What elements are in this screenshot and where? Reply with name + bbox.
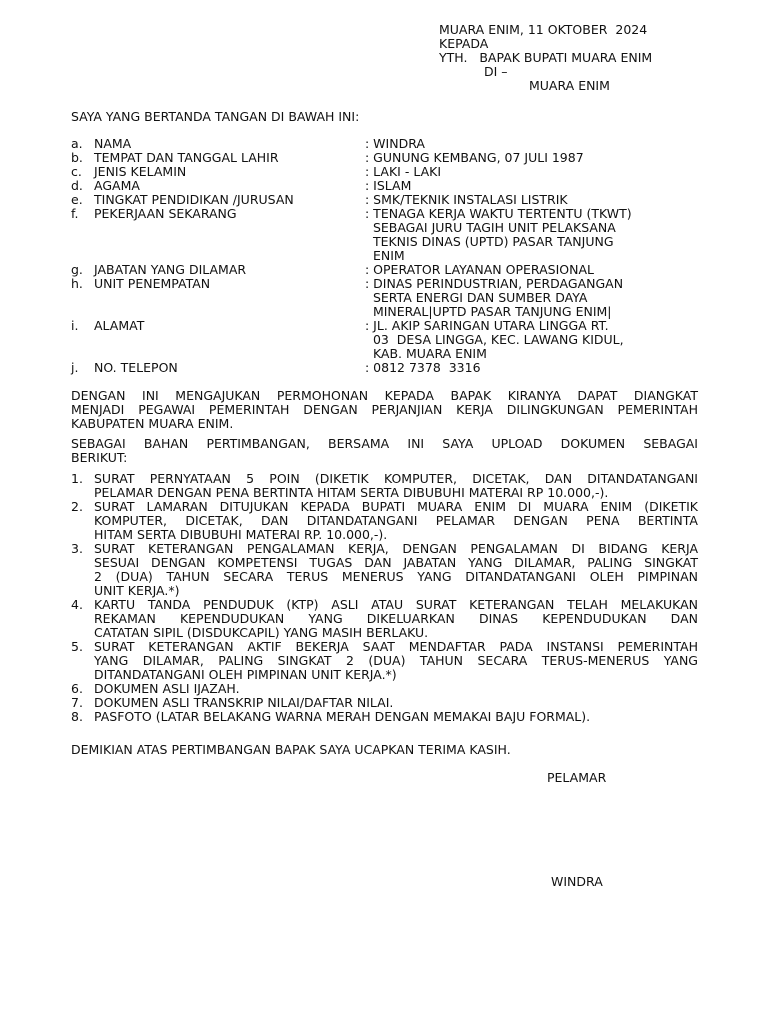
field-label: TINGKAT PENDIDIKAN /JURUSAN — [94, 192, 294, 207]
field-value: : GUNUNG KEMBANG, 07 JULI 1987 — [365, 150, 584, 165]
closing-text: DEMIKIAN ATAS PERTIMBANGAN BAPAK SAYA UCAPKAN TERIMA KASIH. — [71, 742, 511, 757]
field-value: : JL. AKIP SARINGAN UTARA LINGGA RT. 03 DESA LINGGA, KEC. LAWANG KIDUL, KAB. MUARA ENIM — [365, 318, 624, 361]
list-number: 8. — [71, 709, 83, 724]
kepada-label: KEPADA — [439, 36, 489, 51]
field-value: : WINDRA — [365, 136, 425, 151]
field-label: JABATAN YANG DILAMAR — [94, 262, 247, 277]
field-value: : LAKI - LAKI — [365, 164, 442, 179]
field-label: NAMA — [94, 136, 132, 151]
intro-text: SAYA YANG BERTANDA TANGAN DI BAWAH INI: — [71, 109, 360, 124]
field-label: PEKERJAAN SEKARANG — [94, 206, 237, 221]
list-number: 1. — [71, 471, 83, 486]
field-marker: e. — [71, 192, 83, 207]
field-marker: d. — [71, 178, 83, 193]
field-value: : ISLAM — [365, 178, 412, 193]
field-value: : TENAGA KERJA WAKTU TERTENTU (TKWT) SEBAGAI JURU TAGIH UNIT PELAKSANA TEKNIS DINAS (UPTD) PASAR TANJUNG ENIM — [365, 206, 632, 263]
list-number: 2. — [71, 499, 83, 514]
field-label: AGAMA — [94, 178, 140, 193]
recipient-line: YTH. BAPAK BUPATI MUARA ENIM — [439, 50, 653, 65]
list-number: 5. — [71, 639, 83, 654]
place-date: MUARA ENIM, 11 OKTOBER 2024 — [439, 22, 648, 37]
field-marker: f. — [71, 206, 79, 221]
field-value: : 0812 7378 3316 — [365, 360, 481, 375]
field-marker: j. — [71, 360, 79, 375]
field-value: : SMK/TEKNIK INSTALASI LISTRIK — [365, 192, 568, 207]
field-marker: g. — [71, 262, 83, 277]
signature-name: WINDRA — [551, 874, 603, 889]
field-marker: i. — [71, 318, 79, 333]
di-line: DI – — [484, 64, 508, 79]
list-number: 7. — [71, 695, 83, 710]
request-paragraph: DENGAN INI MENGAJUKAN PERMOHONAN KEPADA BAPAK KIRANYA DAPAT DIANGKAT MENJADI PEGAWAI PEMERINTAH DENGAN PERJANJIAN KERJA DILINGKUNGAN PEMERINTAH KABUPATEN MUARA ENIM. — [71, 388, 698, 431]
recipient-city: MUARA ENIM — [529, 78, 610, 93]
field-value: : DINAS PERINDUSTRIAN, PERDAGANGAN SERTA ENERGI DAN SUMBER DAYA MINERAL|UPTD PASAR TANJUNG ENIM| — [365, 276, 624, 319]
field-marker: a. — [71, 136, 83, 151]
field-value: : OPERATOR LAYANAN OPERASIONAL — [365, 262, 594, 277]
list-number: 4. — [71, 597, 83, 612]
field-label: NO. TELEPON — [94, 360, 178, 375]
attachment-intro-paragraph: SEBAGAI BAHAN PERTIMBANGAN, BERSAMA INI SAYA UPLOAD DOKUMEN SEBAGAI BERIKUT: — [71, 436, 698, 465]
field-marker: b. — [71, 150, 83, 165]
signature-title: PELAMAR — [547, 770, 607, 785]
field-marker: c. — [71, 164, 82, 179]
field-label: JENIS KELAMIN — [94, 164, 187, 179]
field-marker: h. — [71, 276, 83, 291]
list-number: 3. — [71, 541, 83, 556]
list-number: 6. — [71, 681, 83, 696]
field-label: TEMPAT DAN TANGGAL LAHIR — [94, 150, 279, 165]
field-label: ALAMAT — [94, 318, 145, 333]
field-label: UNIT PENEMPATAN — [94, 276, 211, 291]
